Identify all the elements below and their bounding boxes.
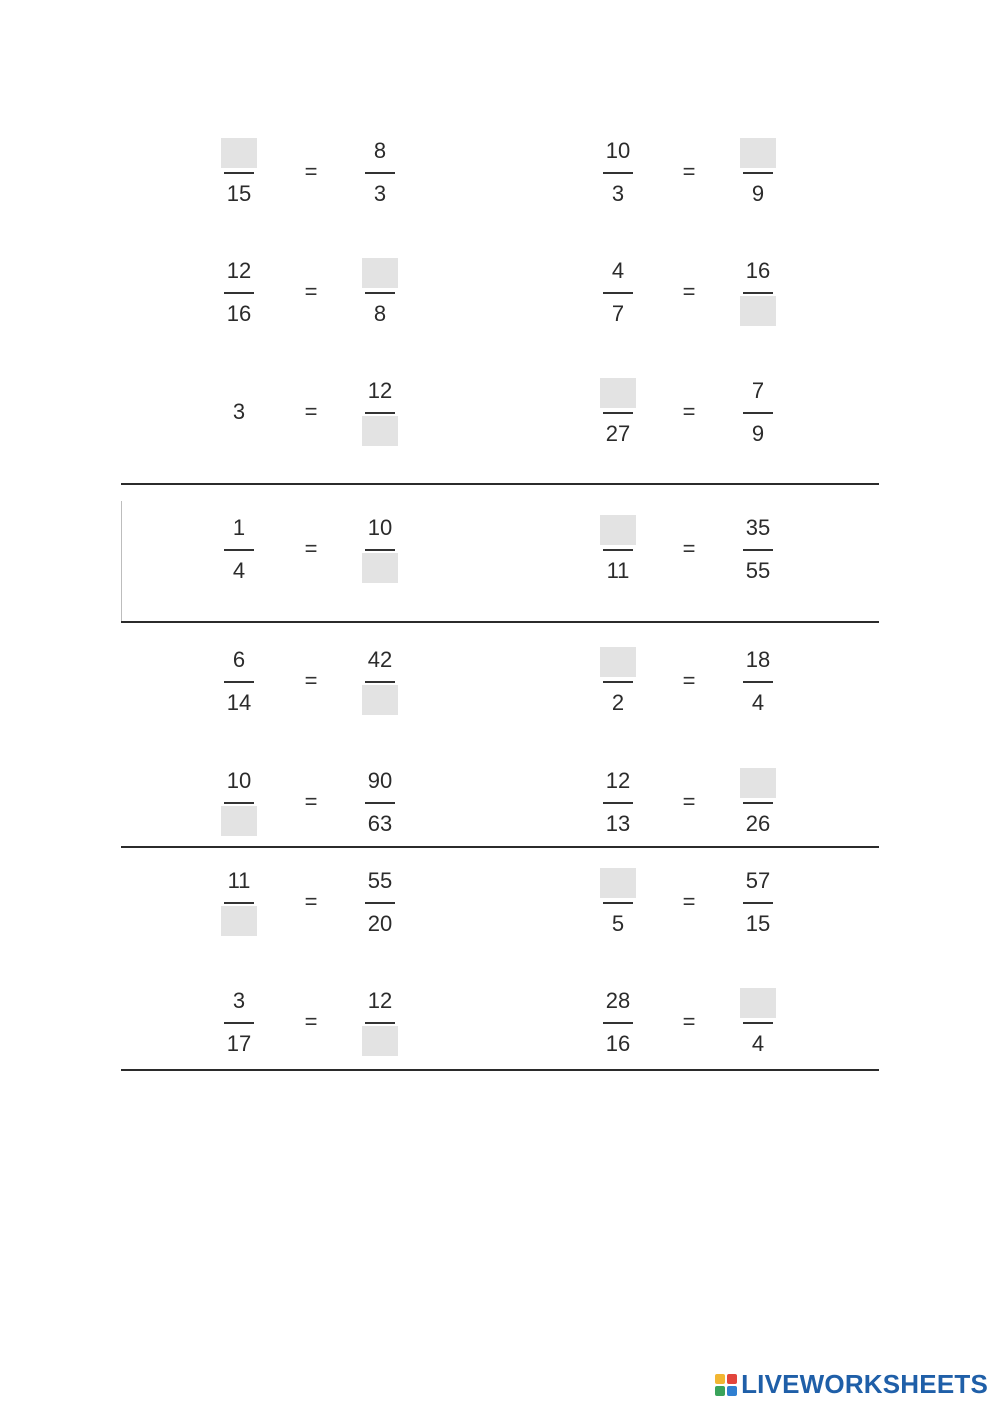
numerator-answer-input[interactable] <box>600 378 636 408</box>
fraction-bar <box>603 549 633 551</box>
numerator: 55 <box>367 868 393 893</box>
denominator: 5 <box>611 911 625 936</box>
fraction <box>730 862 786 942</box>
denominator: 4 <box>232 558 246 583</box>
numerator-answer-input[interactable] <box>740 768 776 798</box>
numerator: 10 <box>367 515 393 540</box>
fraction-bar <box>743 172 773 174</box>
logo-tile <box>715 1386 725 1396</box>
numerator-answer-input[interactable] <box>740 988 776 1018</box>
denominator: 4 <box>751 1031 765 1056</box>
denominator: 9 <box>751 421 765 446</box>
fraction <box>730 982 786 1062</box>
numerator-answer-input[interactable] <box>600 515 636 545</box>
denominator: 14 <box>226 690 252 715</box>
fraction-problem <box>0 252 1000 332</box>
fraction-bar <box>743 549 773 551</box>
numerator: 28 <box>605 988 631 1013</box>
fraction <box>730 252 786 332</box>
denominator: 2 <box>611 690 625 715</box>
denominator: 3 <box>373 181 387 206</box>
numerator: 12 <box>367 378 393 403</box>
equals-sign: = <box>304 399 318 424</box>
divider-line <box>121 621 879 623</box>
denominator: 15 <box>226 181 252 206</box>
fraction-bar <box>743 681 773 683</box>
numerator: 3 <box>232 988 246 1013</box>
equals-sign: = <box>682 889 696 914</box>
fraction-bar <box>743 902 773 904</box>
fraction <box>590 641 646 721</box>
fraction-problem <box>0 982 1000 1062</box>
numerator: 8 <box>373 138 387 163</box>
fraction-bar <box>743 1022 773 1024</box>
fraction-problem <box>0 372 1000 452</box>
numerator: 42 <box>367 647 393 672</box>
equals-sign: = <box>682 399 696 424</box>
fraction-bar <box>603 681 633 683</box>
logo-tile <box>715 1374 725 1384</box>
equals-sign: = <box>304 789 318 814</box>
fraction <box>730 372 786 452</box>
numerator-answer-input[interactable] <box>740 138 776 168</box>
fraction <box>590 252 646 332</box>
equals-sign: = <box>304 889 318 914</box>
numerator: 16 <box>745 258 771 283</box>
denominator: 27 <box>605 421 631 446</box>
fraction <box>590 982 646 1062</box>
denominator: 4 <box>751 690 765 715</box>
denominator: 20 <box>367 911 393 936</box>
numerator-answer-input[interactable] <box>600 647 636 677</box>
equals-sign: = <box>304 159 318 184</box>
logo-text: LIVEWORKSHEETS <box>741 1369 988 1399</box>
equals-sign: = <box>304 536 318 561</box>
fraction-bar <box>603 902 633 904</box>
divider-line <box>121 846 879 848</box>
denominator: 63 <box>367 811 393 836</box>
denominator: 8 <box>373 301 387 326</box>
fraction-problem <box>0 509 1000 589</box>
numerator: 90 <box>367 768 393 793</box>
fraction <box>590 372 646 452</box>
fraction-bar <box>603 172 633 174</box>
fraction <box>590 862 646 942</box>
fraction-bar <box>743 412 773 414</box>
fraction <box>590 762 646 842</box>
fraction <box>730 762 786 842</box>
numerator: 12 <box>605 768 631 793</box>
equals-sign: = <box>682 789 696 814</box>
numerator: 57 <box>745 868 771 893</box>
numerator: 4 <box>611 258 625 283</box>
denominator: 15 <box>745 911 771 936</box>
equals-sign: = <box>682 1009 696 1034</box>
equals-sign: = <box>682 159 696 184</box>
numerator: 35 <box>745 515 771 540</box>
numerator: 11 <box>227 868 251 893</box>
liveworksheets-logo <box>715 1369 988 1400</box>
fraction-bar <box>743 292 773 294</box>
equals-sign: = <box>682 668 696 693</box>
denominator: 16 <box>226 301 252 326</box>
whole-number: 3 <box>232 399 246 424</box>
equals-sign: = <box>304 668 318 693</box>
denominator: 26 <box>745 811 771 836</box>
divider-line <box>121 1069 879 1071</box>
denominator: 7 <box>611 301 625 326</box>
numerator: 1 <box>232 515 246 540</box>
fraction-bar <box>603 802 633 804</box>
equals-sign: = <box>682 279 696 304</box>
fraction-problem <box>0 641 1000 721</box>
equals-sign: = <box>304 279 318 304</box>
fraction <box>730 641 786 721</box>
denominator: 17 <box>226 1031 252 1056</box>
fraction <box>590 132 646 212</box>
fraction-problem <box>0 132 1000 212</box>
fraction <box>590 509 646 589</box>
logo-tile <box>727 1386 737 1396</box>
denominator: 13 <box>605 811 631 836</box>
logo-mark-icon <box>715 1374 737 1396</box>
numerator: 10 <box>605 138 631 163</box>
numerator: 12 <box>226 258 252 283</box>
fraction-bar <box>603 412 633 414</box>
equals-sign: = <box>304 1009 318 1034</box>
logo-tile <box>727 1374 737 1384</box>
fraction-bar <box>743 802 773 804</box>
fraction-bar <box>603 1022 633 1024</box>
fraction-problem <box>0 862 1000 942</box>
fraction <box>730 132 786 212</box>
numerator: 10 <box>226 768 252 793</box>
divider-line <box>121 483 879 485</box>
denominator: 11 <box>606 558 630 583</box>
numerator-answer-input[interactable] <box>600 868 636 898</box>
denominator: 55 <box>745 558 771 583</box>
fraction <box>730 509 786 589</box>
numerator: 6 <box>232 647 246 672</box>
numerator: 18 <box>745 647 771 672</box>
denominator: 9 <box>751 181 765 206</box>
denominator-answer-input[interactable] <box>740 296 776 326</box>
numerator: 12 <box>367 988 393 1013</box>
denominator: 3 <box>611 181 625 206</box>
fraction-bar <box>603 292 633 294</box>
equals-sign: = <box>682 536 696 561</box>
fraction-problem <box>0 762 1000 842</box>
numerator: 7 <box>751 378 765 403</box>
denominator: 16 <box>605 1031 631 1056</box>
